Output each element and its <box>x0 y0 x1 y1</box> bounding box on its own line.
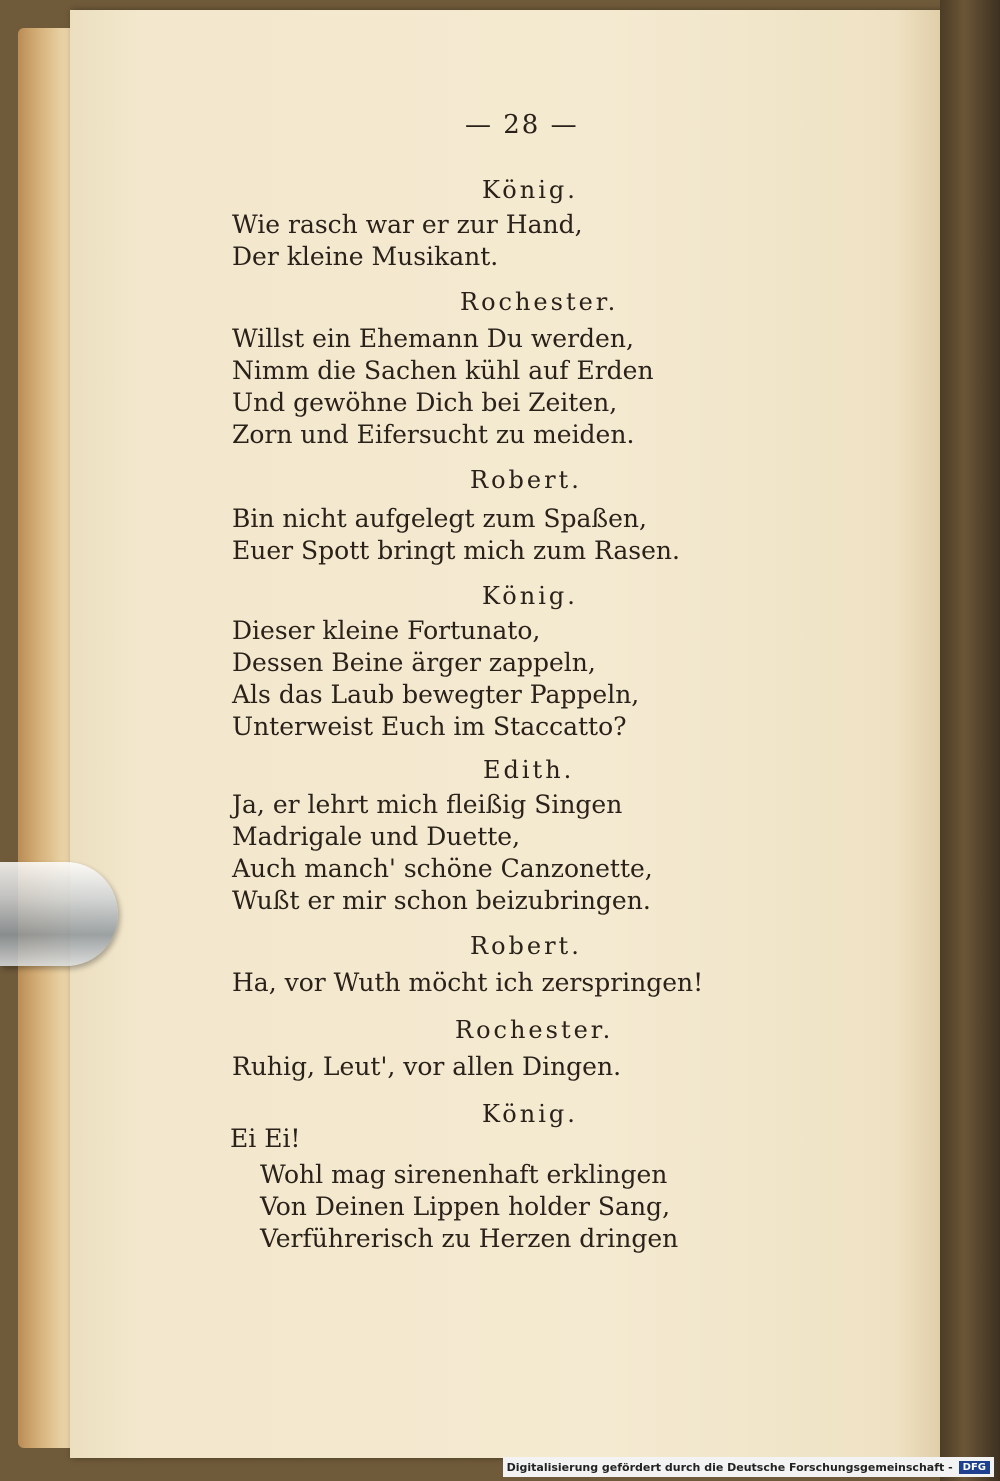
verse-line: Dieser kleine Fortunato, <box>232 616 541 645</box>
footer-text: Digitalisierung gefördert durch die Deutsche Forschungsgemeinschaft - <box>506 1460 953 1474</box>
verse-line: Unterweist Euch im Staccatto? <box>232 712 627 741</box>
dfg-logo: DFG <box>959 1461 990 1474</box>
verse-line: Willst ein Ehemann Du werden, <box>232 324 634 353</box>
verse-line: Dessen Beine ärger zappeln, <box>232 648 596 677</box>
verse-line: Nimm die Sachen kühl auf Erden <box>232 356 654 385</box>
footer-credit <box>503 1457 994 1477</box>
speaker-label: König. <box>482 176 578 204</box>
speaker-label: Edith. <box>483 756 575 784</box>
speaker-label: König. <box>482 1100 578 1128</box>
page-number: — 28 — <box>465 110 579 140</box>
verse-line: Als das Laub bewegter Pappeln, <box>232 680 640 709</box>
speaker-label: Rochester. <box>460 288 619 316</box>
verse-line: Zorn und Eifersucht zu meiden. <box>232 420 635 449</box>
verse-line: Bin nicht aufgelegt zum Spaßen, <box>232 504 647 533</box>
verse-line: Der kleine Musikant. <box>232 242 499 271</box>
speaker-label: Robert. <box>470 466 582 494</box>
verse-line: Wie rasch war er zur Hand, <box>232 210 583 239</box>
verse-line: Euer Spott bringt mich zum Rasen. <box>232 536 680 565</box>
verse-line: Auch manch' schöne Canzonette, <box>232 854 653 883</box>
verse-line: Verführerisch zu Herzen dringen <box>260 1224 679 1253</box>
verse-line: Wußt er mir schon beizubringen. <box>232 886 651 915</box>
verse-line: Madrigale und Duette, <box>232 822 521 851</box>
verse-line: Von Deinen Lippen holder Sang, <box>260 1192 671 1221</box>
verse-line: Wohl mag sirenenhaft erklingen <box>260 1160 668 1189</box>
verse-line: Ja, er lehrt mich fleißig Singen <box>232 790 623 819</box>
verse-line: Und gewöhne Dich bei Zeiten, <box>232 388 618 417</box>
speaker-label: Robert. <box>470 932 582 960</box>
verse-line: Ruhig, Leut', vor allen Dingen. <box>232 1052 622 1081</box>
verse-line: Ei Ei! <box>230 1124 301 1153</box>
speaker-label: Rochester. <box>455 1016 614 1044</box>
speaker-label: König. <box>482 582 578 610</box>
verse-line: Ha, vor Wuth möcht ich zerspringen! <box>232 968 704 997</box>
